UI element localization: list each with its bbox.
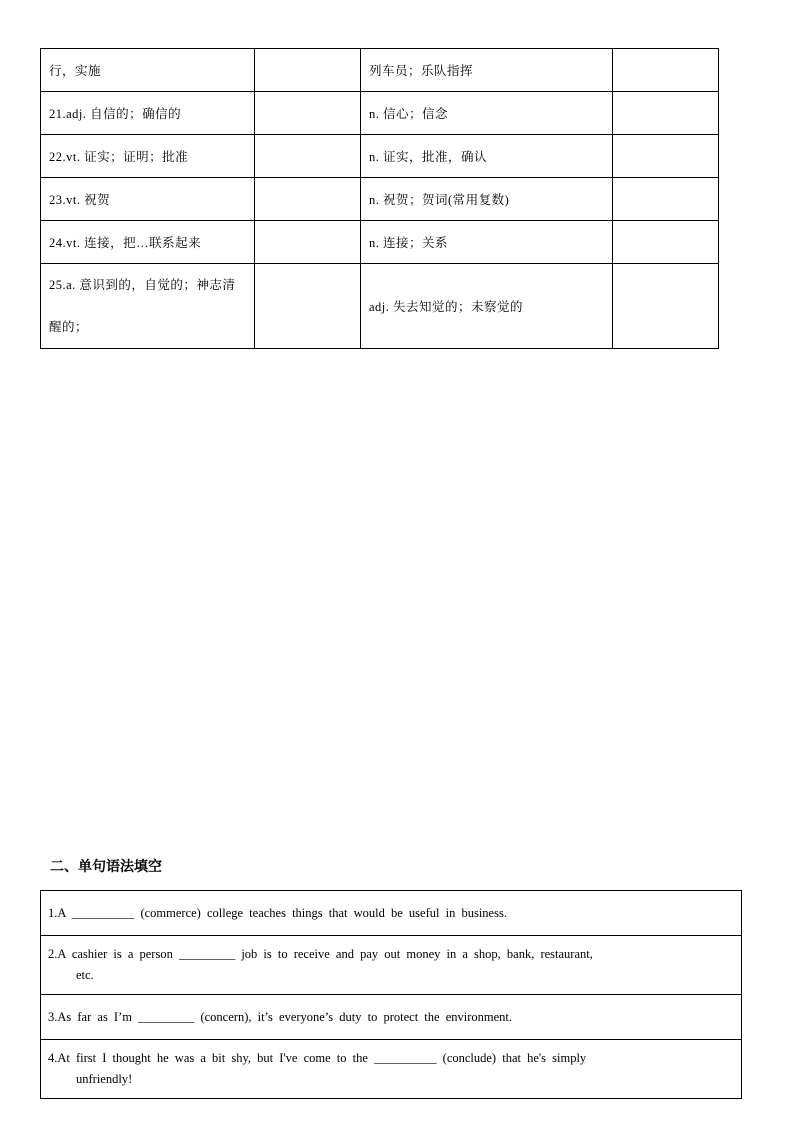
answer-cell[interactable]: [255, 92, 361, 135]
exercise-text: 2.A cashier is a person _________ job is to receive and pay out money in a shop, bank, restaurant,: [48, 947, 593, 961]
exercise-box: [40, 890, 742, 1099]
answer-cell[interactable]: [255, 49, 361, 92]
answer-cell[interactable]: [255, 178, 361, 221]
derived-meaning-cell: n. 连接；关系: [361, 221, 613, 264]
word-meaning-cell: 21.adj. 自信的；确信的: [41, 92, 255, 135]
derived-meaning-cell: n. 信心；信念: [361, 92, 613, 135]
exercise-item: [41, 891, 741, 935]
answer-cell[interactable]: [613, 221, 719, 264]
word-meaning-cell: 24.vt. 连接，把…联系起来: [41, 221, 255, 264]
section-title: 二、单句语法填空: [50, 859, 162, 875]
exercise-text-continued: etc.: [76, 968, 94, 982]
answer-cell[interactable]: [613, 178, 719, 221]
word-meaning-cell: 25.a. 意识到的，自觉的；神志清醒的；: [41, 264, 255, 349]
exercise-text: 1.A __________ (commerce) college teaches things that would be useful in business.: [48, 906, 507, 920]
exercise-text: 3.As far as I’m _________ (concern), it’s everyone’s duty to protect the environment.: [48, 1010, 513, 1024]
exercise-item: [41, 935, 741, 994]
answer-cell[interactable]: [613, 92, 719, 135]
word-meaning-cell: 22.vt. 证实；证明；批准: [41, 135, 255, 178]
table-row: [41, 221, 719, 264]
answer-cell[interactable]: [255, 221, 361, 264]
answer-cell[interactable]: [613, 264, 719, 349]
exercise-item: [41, 994, 741, 1039]
table-row: [41, 92, 719, 135]
table-row: [41, 49, 719, 92]
derived-meaning-cell: 列车员；乐队指挥: [361, 49, 613, 92]
table-row: [41, 178, 719, 221]
table-row: [41, 135, 719, 178]
table-row: [41, 264, 719, 349]
derived-meaning-cell: n. 证实，批准，确认: [361, 135, 613, 178]
derived-meaning-cell: n. 祝贺；贺词(常用复数): [361, 178, 613, 221]
exercise-text-continued: unfriendly!: [76, 1072, 133, 1086]
derived-meaning-cell: adj. 失去知觉的；未察觉的: [361, 264, 613, 349]
answer-cell[interactable]: [255, 264, 361, 349]
exercise-text: 4.At first I thought he was a bit shy, but I've come to the __________ (conclude) that he's simply: [48, 1051, 587, 1065]
answer-cell[interactable]: [255, 135, 361, 178]
vocabulary-table: [40, 48, 719, 349]
answer-cell[interactable]: [613, 135, 719, 178]
exercise-item: [41, 1039, 741, 1098]
word-meaning-cell: 行，实施: [41, 49, 255, 92]
word-meaning-cell: 23.vt. 祝贺: [41, 178, 255, 221]
answer-cell[interactable]: [613, 49, 719, 92]
